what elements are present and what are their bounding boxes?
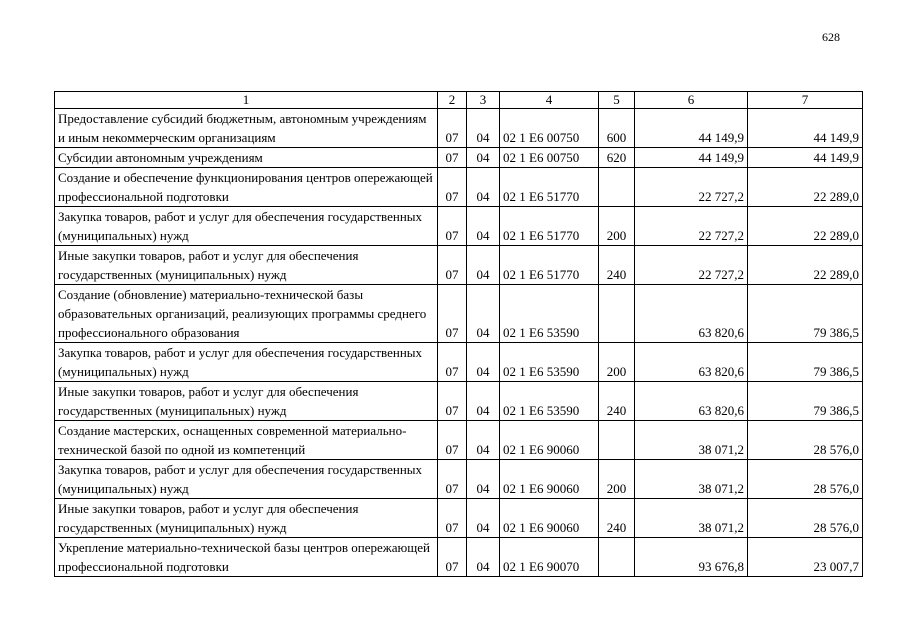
section-code: 07: [438, 168, 467, 207]
amount-col-6: 38 071,2: [635, 460, 748, 499]
expense-type-code: 200: [599, 207, 635, 246]
item-name: Иные закупки товаров, работ и услуг для обеспечения государственных (муниципальных) нужд: [55, 246, 438, 285]
amount-col-7: 22 289,0: [748, 246, 863, 285]
table-row: [55, 168, 863, 207]
amount-col-6: 22 727,2: [635, 168, 748, 207]
section-code: 07: [438, 285, 467, 343]
subsection-code: 04: [467, 207, 500, 246]
section-code: 07: [438, 246, 467, 285]
amount-col-6: 22 727,2: [635, 207, 748, 246]
expense-type-code: 240: [599, 499, 635, 538]
table-row: [55, 538, 863, 577]
amount-col-7: 22 289,0: [748, 207, 863, 246]
item-name: Закупка товаров, работ и услуг для обеспечения государственных (муниципальных) нужд: [55, 460, 438, 499]
subsection-code: 04: [467, 460, 500, 499]
item-name: Укрепление материально-технической базы центров опережающей профессиональной подготовки: [55, 538, 438, 577]
amount-col-7: 79 386,5: [748, 285, 863, 343]
amount-col-7: 22 289,0: [748, 168, 863, 207]
column-header: 5: [599, 92, 635, 109]
expense-type-code: 240: [599, 246, 635, 285]
subsection-code: 04: [467, 168, 500, 207]
column-header: 7: [748, 92, 863, 109]
subsection-code: 04: [467, 343, 500, 382]
amount-col-6: 38 071,2: [635, 499, 748, 538]
table-row: [55, 109, 863, 148]
amount-col-6: 63 820,6: [635, 285, 748, 343]
table-row: [55, 148, 863, 168]
budget-table: [54, 91, 863, 577]
section-code: 07: [438, 382, 467, 421]
subsection-code: 04: [467, 246, 500, 285]
amount-col-6: 63 820,6: [635, 382, 748, 421]
item-name: Создание и обеспечение функционирования центров опережающей профессиональной подготовки: [55, 168, 438, 207]
section-code: 07: [438, 343, 467, 382]
column-header: 2: [438, 92, 467, 109]
subsection-code: 04: [467, 285, 500, 343]
subsection-code: 04: [467, 421, 500, 460]
amount-col-7: 44 149,9: [748, 148, 863, 168]
subsection-code: 04: [467, 382, 500, 421]
target-article-code: 02 1 E6 51770: [500, 168, 599, 207]
table-row: [55, 382, 863, 421]
amount-col-7: 79 386,5: [748, 343, 863, 382]
expense-type-code: [599, 285, 635, 343]
expense-type-code: 240: [599, 382, 635, 421]
section-code: 07: [438, 207, 467, 246]
expense-type-code: 200: [599, 343, 635, 382]
section-code: 07: [438, 460, 467, 499]
expense-type-code: 620: [599, 148, 635, 168]
subsection-code: 04: [467, 499, 500, 538]
target-article-code: 02 1 E6 90060: [500, 460, 599, 499]
item-name: Закупка товаров, работ и услуг для обеспечения государственных (муниципальных) нужд: [55, 343, 438, 382]
target-article-code: 02 1 E6 90060: [500, 499, 599, 538]
table-row: [55, 207, 863, 246]
table-row: [55, 499, 863, 538]
amount-col-7: 79 386,5: [748, 382, 863, 421]
amount-col-7: 44 149,9: [748, 109, 863, 148]
target-article-code: 02 1 E6 90060: [500, 421, 599, 460]
amount-col-6: 44 149,9: [635, 109, 748, 148]
target-article-code: 02 1 E6 00750: [500, 109, 599, 148]
target-article-code: 02 1 E6 00750: [500, 148, 599, 168]
expense-type-code: [599, 168, 635, 207]
target-article-code: 02 1 E6 51770: [500, 207, 599, 246]
expense-type-code: 600: [599, 109, 635, 148]
column-header: 3: [467, 92, 500, 109]
page-number: 628: [822, 30, 840, 44]
column-header: 4: [500, 92, 599, 109]
section-code: 07: [438, 421, 467, 460]
table-row: [55, 460, 863, 499]
target-article-code: 02 1 E6 53590: [500, 285, 599, 343]
expense-type-code: [599, 538, 635, 577]
column-header: 1: [55, 92, 438, 109]
subsection-code: 04: [467, 109, 500, 148]
target-article-code: 02 1 E6 53590: [500, 382, 599, 421]
item-name: Закупка товаров, работ и услуг для обеспечения государственных (муниципальных) нужд: [55, 207, 438, 246]
table-row: [55, 343, 863, 382]
section-code: 07: [438, 499, 467, 538]
item-name: Субсидии автономным учреждениям: [55, 148, 438, 168]
target-article-code: 02 1 E6 90070: [500, 538, 599, 577]
item-name: Создание (обновление) материально-технической базы образовательных организаций, реализующих программы среднего профессионального образования: [55, 285, 438, 343]
subsection-code: 04: [467, 538, 500, 577]
section-code: 07: [438, 148, 467, 168]
table-row: [55, 285, 863, 343]
subsection-code: 04: [467, 148, 500, 168]
target-article-code: 02 1 E6 53590: [500, 343, 599, 382]
amount-col-6: 93 676,8: [635, 538, 748, 577]
item-name: Предоставление субсидий бюджетным, автономным учреждениям и иным некоммерческим организациям: [55, 109, 438, 148]
amount-col-6: 22 727,2: [635, 246, 748, 285]
amount-col-6: 63 820,6: [635, 343, 748, 382]
amount-col-6: 44 149,9: [635, 148, 748, 168]
amount-col-6: 38 071,2: [635, 421, 748, 460]
amount-col-7: 28 576,0: [748, 460, 863, 499]
section-code: 07: [438, 538, 467, 577]
item-name: Создание мастерских, оснащенных современной материально-технической базой по одной из компетенций: [55, 421, 438, 460]
amount-col-7: 28 576,0: [748, 499, 863, 538]
section-code: 07: [438, 109, 467, 148]
expense-type-code: 200: [599, 460, 635, 499]
expense-type-code: [599, 421, 635, 460]
column-header: 6: [635, 92, 748, 109]
header-row: [55, 92, 863, 109]
item-name: Иные закупки товаров, работ и услуг для обеспечения государственных (муниципальных) нужд: [55, 499, 438, 538]
table-row: [55, 421, 863, 460]
item-name: Иные закупки товаров, работ и услуг для обеспечения государственных (муниципальных) нужд: [55, 382, 438, 421]
amount-col-7: 23 007,7: [748, 538, 863, 577]
target-article-code: 02 1 E6 51770: [500, 246, 599, 285]
amount-col-7: 28 576,0: [748, 421, 863, 460]
table-row: [55, 246, 863, 285]
